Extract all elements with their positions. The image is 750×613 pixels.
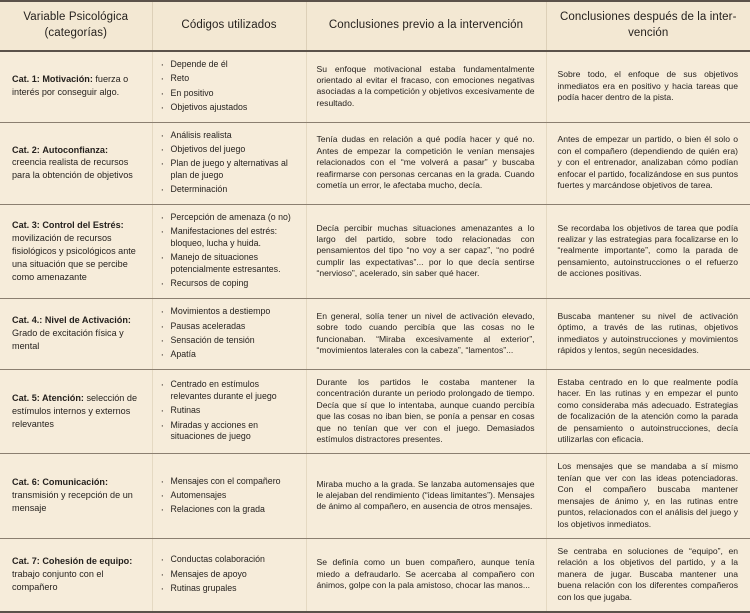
- code-list-item: · Recursos de coping: [159, 278, 300, 290]
- code-list-item: · Centrado en estímulos relevantes durante el juego: [159, 379, 300, 403]
- post-intervention-text: Se recordaba los objetivos de tarea que podía realizar y las estrategias para focalizarse en lo “realmente importante”, como la parada de pensamiento, autoinstrucciones o el refuerzo de acciones positivas.: [557, 222, 738, 279]
- table-row: [0, 122, 750, 204]
- code-list-item: · Pausas aceleradas: [159, 321, 300, 333]
- column-header-post-intervention-line1: Conclusiones después de la inter-: [559, 11, 737, 23]
- codes-list: [159, 59, 300, 114]
- cell-codes: [152, 538, 306, 612]
- cell-pre-intervention: [306, 454, 546, 539]
- code-list-item: · Depende de él: [159, 59, 300, 71]
- cell-pre-intervention: [306, 205, 546, 299]
- table-body: [0, 51, 750, 612]
- category-description: movilización de recursos fisiológicos y psicológicos ante una situación que se percibe como amenazante: [12, 232, 136, 282]
- cell-category: [0, 369, 152, 454]
- table-header: [0, 1, 750, 51]
- cell-codes: [152, 369, 306, 454]
- cell-pre-intervention: [306, 122, 546, 204]
- table-row: [0, 454, 750, 539]
- category-title: Cat. 6: Comunicación:: [12, 477, 108, 488]
- code-list-item: · Mensajes con el compañero: [159, 476, 300, 488]
- category-title-secondary: Nivel de Activación:: [44, 315, 131, 326]
- post-intervention-text: Sobre todo, el enfoque de sus objetivos inmediatos era en positivo y hacia tareas que podía hacer dentro de la pista.: [557, 69, 738, 103]
- category-description: trabajo conjunto con el compañero: [12, 569, 104, 592]
- cell-category: [0, 538, 152, 612]
- column-header-codes: Códigos utilizados: [152, 1, 306, 51]
- table-row: [0, 205, 750, 299]
- cell-pre-intervention: [306, 299, 546, 370]
- cell-post-intervention: [546, 205, 750, 299]
- category-title: Cat. 4.:: [12, 315, 43, 326]
- cell-category: [0, 205, 152, 299]
- cell-category: [0, 299, 152, 370]
- table-row: [0, 51, 750, 122]
- cell-codes: [152, 51, 306, 122]
- pre-intervention-text: Decía percibir muchas situaciones amenazantes a lo largo del partido, sobre todo relacionadas con pensamientos del tipo “no voy a ser capaz”, “no podré cumplir las expectativas”... por lo que decía sentirse “nervioso”, acelerado, sin saber qué hacer.: [316, 222, 535, 279]
- code-list-item: · Análisis realista: [159, 130, 300, 142]
- code-list-item: · Objetivos del juego: [159, 144, 300, 156]
- codes-list: [159, 130, 300, 196]
- column-header-variable-line1: Variable Psicológica: [23, 11, 129, 23]
- cell-category: [0, 51, 152, 122]
- pre-intervention-text: Su enfoque motivacional estaba fundamentalmente orientado al evitar el fracaso, con emociones negativas asociadas a la competición y objetivos excesivamente de resultado.: [316, 63, 535, 108]
- pre-intervention-text: Miraba mucho a la grada. Se lanzaba automensajes que le alejaban del rendimiento (“ideas limitantes”). Mensajes de ánimo al compañero, en ausencia de otros mensajes.: [316, 478, 535, 512]
- pre-intervention-text: En general, solía tener un nivel de activación elevado, sobre todo cuando percibía que las cosas no le funcionaban. “Miraba excesivamente al exterior”, “movimientos laterales con la cabeza”, “lamentos”...: [316, 310, 535, 355]
- code-list-item: · Objetivos ajustados: [159, 102, 300, 114]
- table-row: [0, 369, 750, 454]
- category-title-secondary: equipo:: [99, 556, 133, 567]
- codes-list: [159, 554, 300, 594]
- cell-post-intervention: [546, 122, 750, 204]
- code-list-item: · Mensajes de apoyo: [159, 569, 300, 581]
- code-list-item: · Movimientos a destiempo: [159, 306, 300, 318]
- pre-intervention-text: Se definía como un buen compañero, aunque tenía miedo a defraudarlo. Se acercaba al compañero con ánimos, golpe con la pala amistoso, chocar las manos...: [316, 557, 535, 591]
- cell-codes: [152, 205, 306, 299]
- code-list-item: · En positivo: [159, 88, 300, 100]
- post-intervention-text: Los mensajes que se mandaba a sí mismo tenían que ver con las ideas potenciadoras. Con el compañero buscaba mantener mensajes de ánimo y, en las rutinas entre puntos, relacionados con el análisis del juego y los objetivos inmediatos.: [557, 461, 738, 529]
- code-list-item: · Reto: [159, 73, 300, 85]
- codes-list: [159, 212, 300, 290]
- column-header-pre-intervention: Conclusiones previo a la intervención: [306, 1, 546, 51]
- cell-category: [0, 454, 152, 539]
- pre-intervention-text: Tenía dudas en relación a qué podía hacer y qué no. Antes de empezar la competición le venían mensajes relacionados con el “me volverá a pasar” y buscaba reafirmarse con personas cercanas en la grada. Cuando cometía un error, le afectaba mucho, decía.: [316, 134, 535, 190]
- pre-intervention-text: Durante los partidos le costaba mantener la concentración durante un periodo prolongado de tiempo. Decía que sí que lo intentaba, aunque cuando percibía que las cosas no iban bien, se ponía a pensar en cosas que no tenían que ver con el juego. Demasiados estímulos distractores presentes.: [316, 376, 535, 444]
- cell-pre-intervention: [306, 51, 546, 122]
- category-description: fuerza o interés por conseguir algo.: [12, 74, 129, 98]
- post-intervention-text: Buscaba mantener su nivel de activación óptimo, a través de las rutinas, objetivos inmediatos y autoinstrucciones y movimientos rápidos y lentos, según necesidades.: [557, 310, 738, 355]
- cell-category: [0, 122, 152, 204]
- code-list-item: · Miradas y acciones en situaciones de juego: [159, 420, 300, 444]
- code-list-item: · Apatía: [159, 349, 300, 361]
- category-description: transmisión y recepción de un mensaje: [12, 490, 133, 514]
- category-title: Cat. 2:: [12, 144, 40, 155]
- code-list-item: · Relaciones con la grada: [159, 504, 300, 516]
- category-title: Cat. 3: Control del Estrés:: [12, 219, 124, 230]
- codes-list: [159, 476, 300, 516]
- category-title: Cat. 5: Atención:: [12, 392, 84, 403]
- codes-list: [159, 306, 300, 361]
- cell-post-intervention: [546, 51, 750, 122]
- cell-codes: [152, 122, 306, 204]
- cell-pre-intervention: [306, 369, 546, 454]
- code-list-item: · Plan de juego y alternativas al plan de juego: [159, 158, 300, 182]
- code-list-item: · Determinación: [159, 184, 300, 196]
- post-intervention-text: Se centraba en soluciones de “equipo”, en relación a los objetivos del partido, y a la manera de jugar. Buscaba mantener una buena relación con los diferentes compañeros con los que jugaba.: [557, 545, 738, 602]
- codes-list: [159, 379, 300, 443]
- table-row: [0, 299, 750, 370]
- category-description: creencia realista de recursos para la obtención de objetivos: [12, 157, 133, 181]
- category-description: Grado de excitación física y mental: [12, 328, 124, 352]
- code-list-item: · Percepción de amenaza (o no): [159, 212, 300, 224]
- cell-post-intervention: [546, 369, 750, 454]
- post-intervention-text: Antes de empezar un partido, o bien él solo o con el compañero (dependiendo de quién era) y con el entrenador, analizaban cómo podían enfocar el partido, focalizándose en sus puntos fuertes y marcándose objetivos de tarea.: [557, 134, 738, 190]
- cell-codes: [152, 454, 306, 539]
- code-list-item: · Manejo de situaciones potencialmente estresantes.: [159, 252, 300, 276]
- code-list-item: · Rutinas: [159, 405, 300, 417]
- column-header-post-intervention: [546, 1, 750, 51]
- column-header-variable-line2: (categorías): [44, 26, 108, 39]
- cell-codes: [152, 299, 306, 370]
- column-header-post-intervention-line2: vención: [628, 26, 669, 39]
- cell-pre-intervention: [306, 538, 546, 612]
- post-intervention-text: Estaba centrado en lo que realmente podía hacer. En las rutinas y en empezar el punto como consideraba más adecuado. Estrategias de focalización de la atención como la parada de pensamiento o autoinstrucciones, decía utilizarlas con eficacia.: [557, 376, 738, 444]
- code-list-item: · Sensación de tensión: [159, 335, 300, 347]
- category-title-secondary: Autoconfianza:: [42, 144, 109, 155]
- cell-post-intervention: [546, 454, 750, 539]
- cell-post-intervention: [546, 299, 750, 370]
- code-list-item: · Rutinas grupales: [159, 583, 300, 595]
- column-header-variable: [0, 1, 152, 51]
- category-title: Cat. 7: Cohesión de: [12, 556, 97, 567]
- code-list-item: · Manifestaciones del estrés: bloqueo, lucha y huida.: [159, 226, 300, 250]
- category-title: Cat. 1:: [12, 74, 40, 85]
- table-row: [0, 538, 750, 612]
- table-header-row: [0, 1, 750, 51]
- category-title-secondary: Motivación:: [42, 74, 93, 85]
- category-description: selección de estímulos internos y externos relevantes: [12, 392, 138, 429]
- code-list-item: · Automensajes: [159, 490, 300, 502]
- cell-post-intervention: [546, 538, 750, 612]
- code-list-item: · Conductas colaboración: [159, 554, 300, 566]
